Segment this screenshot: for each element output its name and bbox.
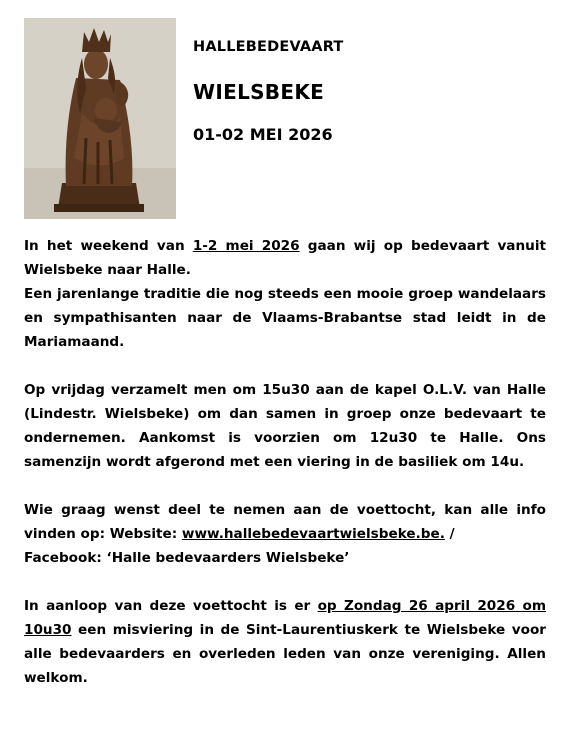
intro-tradition: Een jarenlange traditie die nog steeds een mooie groep wandelaars en sympathisanten naar de Vlaams-Brabantse stad leidt in de Mariamaand. (24, 286, 546, 350)
intro-date: 1-2 mei 2026 (192, 238, 300, 254)
paragraph-schedule: Op vrijdag verzamelt men om 15u30 aan de kapel O.L.V. van Halle (Lindestr. Wielsbeke) om dan samen in groep onze bedevaart te ondernemen. Aankomst is voorzien om 12u30 te Halle. Ons samenzijn wordt afgerond met een viering in de basiliek om 14u. (24, 382, 546, 470)
intro-text-start: In het weekend van (24, 238, 193, 254)
mass-date: op Zondag 26 april 2026 om 10u30 (24, 598, 546, 638)
madonna-statue-icon (24, 18, 176, 219)
paragraph-info (24, 498, 546, 570)
mass-text-end: een misviering in de Sint-Laurentiuskerk te Wielsbeke voor alle bedevaarders en overleden leden van onze vereniging. Allen welkom. (24, 622, 546, 686)
document-body (24, 234, 546, 690)
event-place: WIELSBEKE (193, 80, 325, 104)
statue-photo (24, 18, 176, 219)
paragraph-mass (24, 594, 546, 690)
info-text: Wie graag wenst deel te nemen aan de voettocht, kan alle info vinden op: Website: (24, 502, 546, 542)
paragraph-intro (24, 234, 546, 354)
event-kicker: HALLEBEDEVAART (193, 39, 344, 55)
facebook-text: Facebook: ‘Halle bedevaarders Wielsbeke’ (24, 550, 350, 566)
info-separator: / (444, 526, 455, 542)
website-link[interactable]: www.hallebedevaartwielsbeke.be. (181, 526, 445, 542)
mass-text-start: In aanloop van deze voettocht is er (24, 598, 318, 614)
intro-text-end: gaan wij op bedevaart vanuit Wielsbeke naar Halle. (24, 238, 546, 278)
event-dates: 01-02 MEI 2026 (193, 125, 333, 144)
